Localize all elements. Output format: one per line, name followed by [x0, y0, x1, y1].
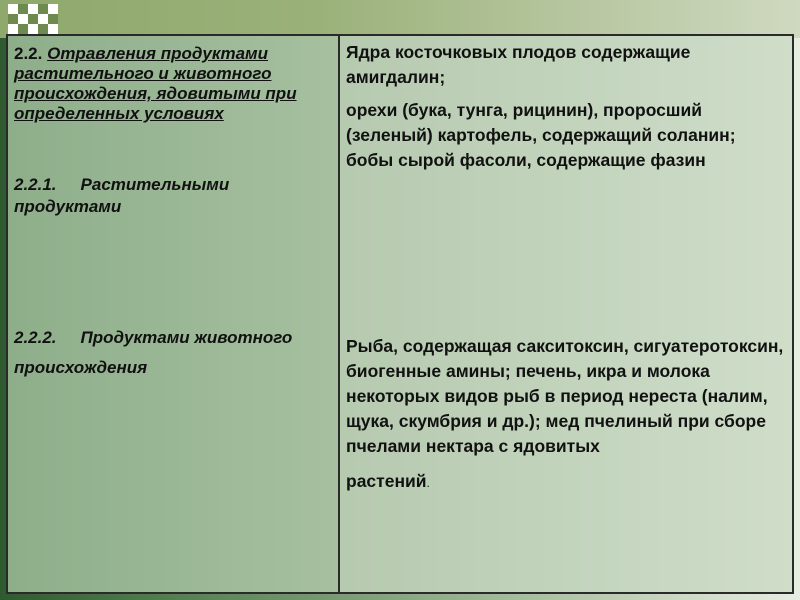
subsection-plant	[14, 174, 330, 218]
left-cell	[7, 35, 339, 593]
subsection-plant-title: Растительными продуктами	[14, 175, 230, 216]
title-band	[0, 0, 800, 38]
heading-number: 2.2.	[14, 44, 43, 63]
paragraph-animal	[346, 334, 794, 496]
table-row	[7, 35, 793, 593]
content-table	[6, 34, 794, 594]
subsection-animal-title: Продуктами животного	[80, 328, 293, 347]
paragraph-kernels: Ядра косточковых плодов содержащие амигдалин;	[346, 42, 691, 87]
paragraph-animal-text: Рыба, содержащая сакситоксин, сигуатеротоксин, биогенные амины; печень, икра и молока некоторых видов рыб в период нереста (налим, щука, скумбрия и др.); мед пчелиный при сборе пчелами нектара с ядовитых	[346, 336, 784, 456]
subsection-plant-number: 2.2.1.	[14, 175, 57, 194]
subsection-animal-number: 2.2.2.	[14, 328, 57, 347]
paragraph-animal-period: .	[426, 476, 430, 490]
section-heading	[14, 44, 330, 124]
subsection-animal	[14, 326, 330, 380]
subsection-animal-title-line2: происхождения	[14, 358, 148, 377]
heading-text: Отравления продуктами растительного и животного происхождения, ядовитыми при определенных условиях	[14, 44, 297, 123]
paragraph-plants: орехи (бука, тунга, рицинин), проросший (зеленый) картофель, содержащий соланин; бобы сырой фасоли, содержащие фазин	[346, 100, 736, 170]
right-cell	[339, 35, 793, 593]
paragraph-animal-last-word: растений	[346, 471, 427, 491]
